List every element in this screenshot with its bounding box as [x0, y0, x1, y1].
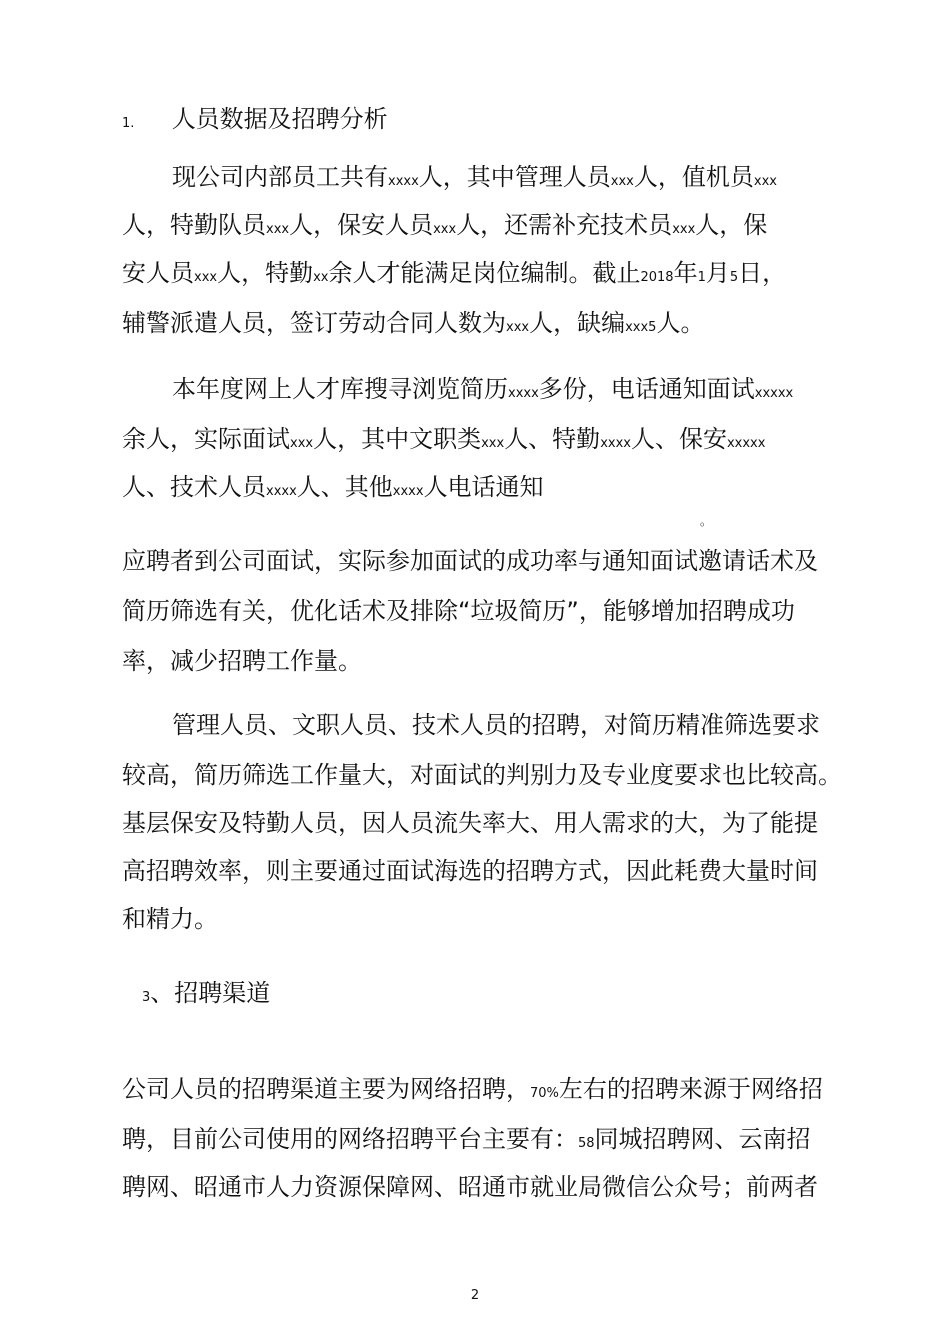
placeholder-value: xxx	[194, 270, 218, 285]
placeholder-value: xxx	[506, 320, 530, 335]
para3-line1: 应聘者到公司面试，实际参加面试的成功率与通知面试邀请话术及	[122, 547, 818, 575]
month-value: 1	[697, 270, 706, 285]
para4-line3: 基层保安及特勤人员，因人员流失率大、用人需求的大，为了能提	[122, 809, 818, 837]
para4-line2: 较高，简历筛选工作量大，对面试的判别力及专业度要求也比较高。	[122, 761, 842, 789]
text-run: 同城招聘网、云南招	[594, 1125, 811, 1153]
page-number: 2	[470, 1288, 480, 1303]
placeholder-value: xxxx	[600, 436, 631, 451]
text-run: 人，缺编	[529, 309, 626, 337]
placeholder-value: xxxx	[266, 484, 297, 499]
text-run: 人、技术人员	[122, 473, 266, 501]
text-run: 余人才能满足岗位编制。截止	[328, 259, 641, 287]
placeholder-value: xxxx	[388, 174, 419, 189]
text-run: 年	[673, 259, 698, 287]
para3-line3: 率，减少招聘工作量。	[122, 647, 362, 675]
text-run: 多份，电话通知面试	[538, 375, 755, 403]
text-run: 人电话通知	[423, 473, 544, 501]
placeholder-value: xxxxx	[754, 386, 794, 401]
para5-line2	[122, 1124, 811, 1159]
text-run: 人，保安人员	[289, 211, 434, 239]
day-value: 5	[729, 270, 739, 285]
section-number: 3	[142, 990, 151, 1005]
text-run: 人，其中文职类	[313, 425, 482, 453]
section-title: 人员数据及招聘分析	[171, 105, 388, 133]
text-run: 人。	[656, 309, 705, 337]
text-run: 聘，目前公司使用的网络招聘平台主要有：	[122, 1125, 578, 1153]
text-run: 安人员	[122, 259, 194, 287]
number-value: 58	[578, 1136, 595, 1151]
placeholder-value: xxxx	[392, 484, 424, 499]
text-run: 人，特勤队员	[122, 211, 266, 239]
stray-period-mark: 。	[700, 514, 713, 528]
text-run: 人，特勤	[217, 259, 314, 287]
para4-line5: 和精力。	[122, 905, 218, 933]
text-run: 人，还需补充技术员	[456, 211, 673, 239]
placeholder-value: xxx	[481, 436, 505, 451]
text-run: 左右的招聘来源于网络招	[558, 1075, 823, 1103]
para4-line4: 高招聘效率，则主要通过面试海选的招聘方式，因此耗费大量时间	[122, 857, 818, 885]
section-title: 、招聘渠道	[150, 979, 271, 1007]
text-run: 余人，实际面试	[122, 425, 290, 453]
placeholder-value: xxx	[753, 174, 777, 189]
year-value: 2018	[640, 270, 674, 285]
placeholder-value: xxx	[290, 436, 314, 451]
text-run: 人，值机员	[633, 163, 754, 191]
text-run: 公司人员的招聘渠道主要为网络招聘，	[122, 1075, 530, 1103]
section-heading-3	[142, 978, 270, 1013]
text-run: 现公司内部员工共有	[172, 163, 388, 191]
placeholder-value: xx	[313, 270, 329, 285]
placeholder-value: xxx	[266, 222, 290, 237]
text-run: 人，保	[695, 211, 768, 239]
para1-line4	[122, 308, 704, 343]
text-run: 人、特勤	[504, 425, 601, 453]
para1-line3	[122, 258, 786, 293]
para2-line3	[122, 472, 544, 507]
para1-line1	[172, 162, 777, 197]
text-run: 辅警派遣人员，签订劳动合同人数为	[122, 309, 506, 337]
text-run: 人、保安	[630, 425, 727, 453]
para4-line1: 管理人员、文职人员、技术人员的招聘，对简历精准筛选要求	[172, 711, 820, 739]
para3-line2: 简历筛选有关，优化话术及排除“垃圾简历”，能够增加招聘成功	[122, 597, 795, 625]
placeholder-value: xxx5	[625, 320, 657, 335]
text-run: 月	[705, 259, 730, 287]
para5-line1	[122, 1074, 823, 1109]
text-run: 日，	[738, 259, 787, 287]
placeholder-value: xxx	[433, 222, 457, 237]
placeholder-value: xxx	[610, 174, 634, 189]
percentage-value: 70%	[530, 1086, 559, 1101]
para5-line3: 聘网、昭通市人力资源保障网、昭通市就业局微信公众号；前两者	[122, 1173, 818, 1201]
placeholder-value: xxxx	[508, 386, 539, 401]
text-run: 人，其中管理人员	[418, 163, 611, 191]
placeholder-value: xxxxx	[726, 436, 766, 451]
para2-line1	[172, 374, 793, 409]
text-run: 本年度网上人才库搜寻浏览简历	[172, 375, 508, 403]
para2-line2	[122, 424, 765, 459]
section-number: 1.	[122, 116, 135, 131]
section-heading-1	[122, 104, 388, 139]
text-run: 人、其他	[296, 473, 393, 501]
para1-line2	[122, 210, 767, 245]
placeholder-value: xxx	[672, 222, 696, 237]
